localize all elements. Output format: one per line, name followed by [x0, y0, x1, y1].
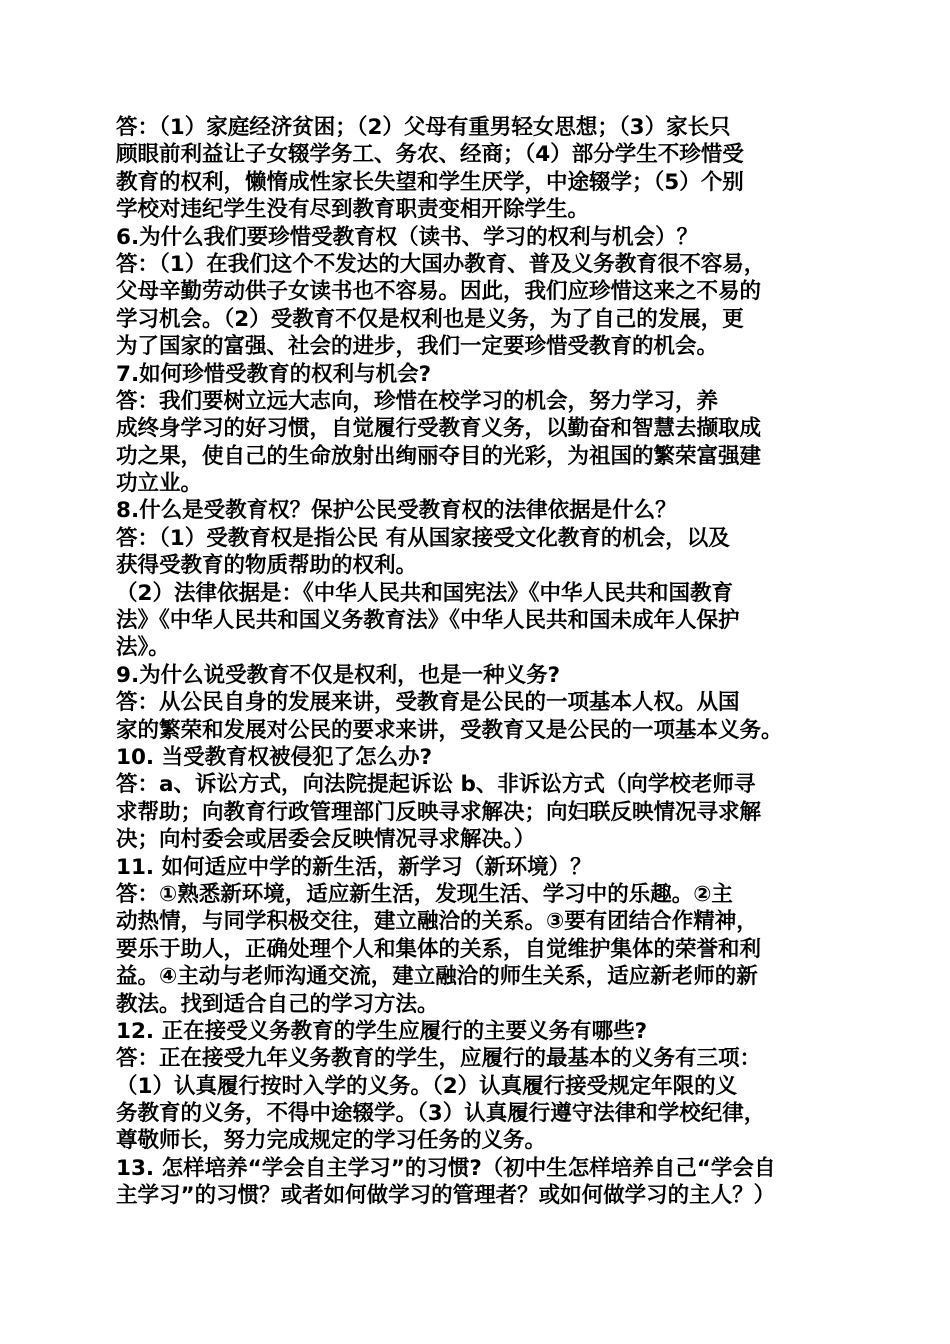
- text-line: 答：（1）在我们这个不发达的大国办教育、普及义务教育很不容易，: [116, 251, 766, 277]
- text-line: 学习机会。（2）受教育不仅是权利也是义务，为了自己的发展，更: [116, 306, 744, 332]
- question-heading: 10. 当受教育权被侵犯了怎么办?: [116, 744, 433, 770]
- text-line: 获得受教育的物质帮助的权利。: [116, 553, 418, 579]
- document-page: [116, 114, 842, 1210]
- text-line: 法》《中华人民共和国义务教育法》《中华人民共和国未成年人保护: [116, 608, 740, 634]
- text-line: 要乐于助人，正确处理个人和集体的关系，自觉维护集体的荣誉和利: [116, 936, 762, 962]
- text-line: 为了国家的富强、社会的进步，我们一定要珍惜受教育的机会。: [116, 334, 719, 360]
- text-line: （2）法律依据是：《中华人民共和国宪法》《中华人民共和国教育: [116, 580, 733, 606]
- question-heading: 9.为什么说受教育不仅是权利，也是一种义务?: [116, 662, 561, 688]
- text-line: 益。④主动与老师沟通交流，建立融洽的师生关系，适应新老师的新: [116, 964, 758, 990]
- text-line: 法》。: [116, 635, 170, 661]
- question-heading: 8.什么是受教育权？保护公民受教育权的法律依据是什么？: [116, 498, 677, 524]
- text-line: 答：（1）家庭经济贫困；（2）父母有重男轻女思想；（3）家长只: [116, 115, 731, 140]
- text-line: 务教育的义务，不得中途辍学。（3）认真履行遵守法律和学校纪律，: [116, 1101, 766, 1127]
- text-line: 决；向村委会或居委会反映情况寻求解决。）: [116, 827, 536, 853]
- question-heading: 12. 正在接受义务教育的学生应履行的主要义务有哪些?: [116, 1018, 648, 1044]
- text-line: 答：（1）受教育权是指公民 有从国家接受文化教育的机会，以及: [116, 525, 730, 551]
- text-line: 答：a、诉讼方式，向法院提起诉讼 b、非诉讼方式（向学校老师寻: [116, 772, 756, 798]
- text-line: 主学习”的习惯？或者如何做学习的管理者？或如何做学习的主人？）: [116, 1183, 776, 1209]
- text-line: 学校对违纪学生没有尽到教育职责变相开除学生。: [116, 197, 590, 223]
- question-heading: 6.为什么我们要珍惜受教育权（读书、学习的权利与机会）？: [116, 224, 699, 250]
- text-line: 教法。找到适合自己的学习方法。: [116, 991, 439, 1017]
- text-line: 动热情，与同学积极交往，建立融洽的关系。③要有团结合作精神，: [116, 909, 758, 935]
- text-line: （1）认真履行按时入学的义务。（2）认真履行接受规定年限的义: [116, 1073, 738, 1099]
- text-line: 功立业。: [116, 471, 203, 497]
- text-line: 成终身学习的好习惯，自觉履行受教育义务，以勤奋和智慧去撷取成: [116, 416, 762, 442]
- question-heading: 7.如何珍惜受教育的权利与机会?: [116, 361, 432, 387]
- text-line: 答：正在接受九年义务教育的学生，应履行的最基本的义务有三项：: [116, 1046, 762, 1072]
- text-line: 父母辛勤劳动供子女读书也不容易。因此，我们应珍惜这来之不易的: [116, 279, 762, 305]
- text-line: 家的繁荣和发展对公民的要求来讲，受教育又是公民的一项基本义务。: [116, 717, 783, 743]
- text-line: 顾眼前利益让子女辍学务工、务农、经商；（4）部分学生不珍惜受: [116, 142, 744, 168]
- text-line: 答：我们要树立远大志向，珍惜在校学习的机会，努力学习，养: [116, 388, 719, 414]
- question-heading: 11. 如何适应中学的新生活，新学习（新环境）？: [116, 854, 592, 880]
- text-line: 求帮助；向教育行政管理部门反映寻求解决；向妇联反映情况寻求解: [116, 799, 762, 825]
- text-line: 答：①熟悉新环境，适应新生活，发现生活、学习中的乐趣。②主: [116, 881, 733, 907]
- text-line: 尊敬师长，努力完成规定的学习任务的义务。: [116, 1128, 547, 1154]
- text-line: 功之果，使自己的生命放射出绚丽夺目的光彩，为祖国的繁荣富强建: [116, 443, 762, 469]
- text-line: 教育的权利，懒惰成性家长失望和学生厌学，中途辍学；（5）个别: [116, 169, 744, 195]
- text-line: 答：从公民自身的发展来讲，受教育是公民的一项基本人权。从国: [116, 690, 740, 716]
- question-heading: 13. 怎样培养“学会自主学习”的习惯?（初中生怎样培养自己“学会自: [116, 1155, 776, 1181]
